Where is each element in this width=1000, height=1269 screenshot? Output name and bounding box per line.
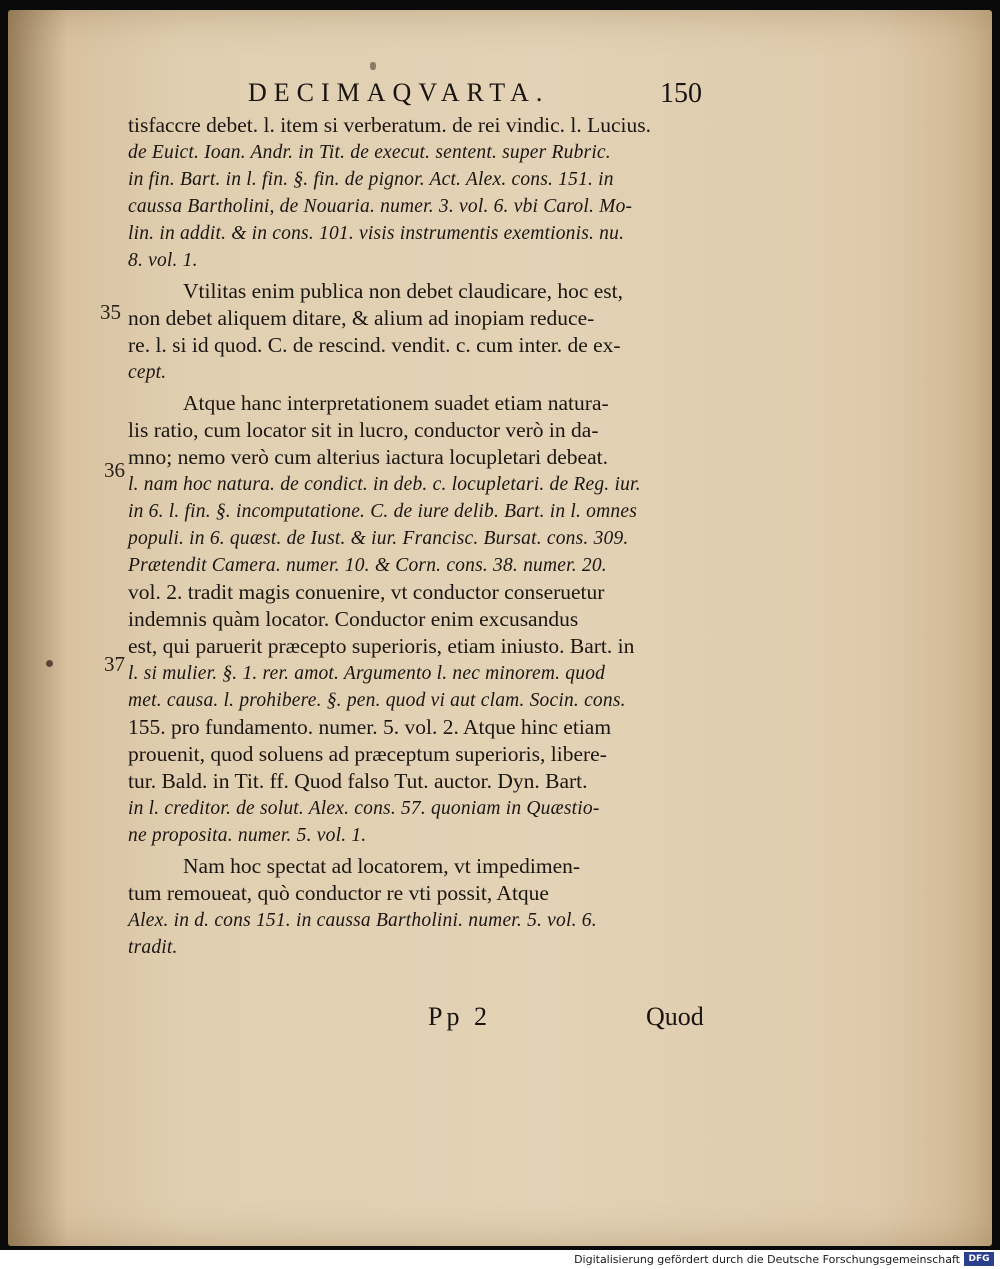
dfg-logo: DFG bbox=[964, 1252, 994, 1266]
text-line: non debet aliquem ditare, & alium ad inopiam reduce- bbox=[128, 306, 595, 330]
margin-number-35: 35 bbox=[100, 300, 121, 324]
text-line: in fin. Bart. in l. fin. §. fin. de pignor. Act. Alex. cons. 151. in bbox=[128, 169, 614, 190]
text-line: ne proposita. numer. 5. vol. 1. bbox=[128, 825, 367, 846]
running-head: DECIMAQVARTA. bbox=[248, 78, 550, 107]
text-line: Nam hoc spectat ad locatorem, vt impedimen- bbox=[183, 854, 581, 878]
text-line: re. l. si id quod. C. de rescind. vendit. c. cum inter. de ex- bbox=[128, 333, 621, 357]
text-line: l. si mulier. §. 1. rer. amot. Argumento l. nec minorem. quod bbox=[128, 663, 606, 684]
folio-number: 150 bbox=[660, 78, 702, 109]
text-line: cept. bbox=[128, 362, 167, 383]
body-text bbox=[128, 112, 718, 961]
text-line: prouenit, quod soluens ad præceptum superioris, libere- bbox=[128, 742, 607, 766]
text-line: indemnis quàm locator. Conductor enim excusandus bbox=[128, 607, 579, 631]
footer-credit: Digitalisierung gefördert durch die Deutsche Forschungsgemeinschaft bbox=[574, 1253, 960, 1266]
text-line: lin. in addit. & in cons. 101. visis instrumentis exemtionis. nu. bbox=[128, 223, 625, 244]
paper-speck bbox=[370, 62, 376, 70]
signature-mark: Pp 2 bbox=[428, 1002, 491, 1031]
text-line: caussa Bartholini, de Nouaria. numer. 3. vol. 6. vbi Carol. Mo- bbox=[128, 196, 633, 217]
text-line: in l. creditor. de solut. Alex. cons. 57. quoniam in Quæstio- bbox=[128, 798, 600, 819]
text-line: tur. Bald. in Tit. ff. Quod falso Tut. auctor. Dyn. Bart. bbox=[128, 769, 588, 793]
text-line: Prætendit Camera. numer. 10. & Corn. cons. 38. numer. 20. bbox=[128, 555, 607, 576]
text-line: tum remoueat, quò conductor re vti possit, Atque bbox=[128, 881, 549, 905]
text-line: met. causa. l. prohibere. §. pen. quod vi aut clam. Socin. cons. bbox=[128, 690, 626, 711]
gutter-shadow bbox=[8, 10, 68, 1246]
text-line: Atque hanc interpretationem suadet etiam natura- bbox=[183, 391, 609, 415]
text-line: mno; nemo verò cum alterius iactura locupletari debeat. bbox=[128, 445, 608, 469]
margin-number-36: 36 bbox=[104, 458, 125, 482]
text-line: vol. 2. tradit magis conuenire, vt conductor conseruetur bbox=[128, 580, 605, 604]
text-line: l. nam hoc natura. de condict. in deb. c. locupletari. de Reg. iur. bbox=[128, 474, 641, 495]
text-line: de Euict. Ioan. Andr. in Tit. de execut. sentent. super Rubric. bbox=[128, 142, 611, 163]
text-line: tradit. bbox=[128, 937, 178, 958]
catchword: Quod bbox=[646, 1002, 704, 1031]
text-line: in 6. l. fin. §. incomputatione. C. de iure delib. Bart. in l. omnes bbox=[128, 501, 638, 522]
text-line: est, qui paruerit præcepto superioris, etiam iniusto. Bart. in bbox=[128, 634, 635, 658]
margin-number-37: 37 bbox=[104, 652, 125, 676]
text-line: 8. vol. 1. bbox=[128, 250, 198, 271]
text-line: 155. pro fundamento. numer. 5. vol. 2. Atque hinc etiam bbox=[128, 715, 612, 739]
text-line: Alex. in d. cons 151. in caussa Bartholini. numer. 5. vol. 6. bbox=[128, 910, 597, 931]
text-line: populi. in 6. quæst. de Iust. & iur. Francisc. Bursat. cons. 309. bbox=[128, 528, 629, 549]
text-line: Vtilitas enim publica non debet claudicare, hoc est, bbox=[183, 279, 624, 303]
ink-spot bbox=[46, 660, 53, 667]
text-line: lis ratio, cum locator sit in lucro, conductor verò in da- bbox=[128, 418, 599, 442]
text-line: tisfaccre debet. l. item si verberatum. de rei vindic. l. Lucius. bbox=[128, 113, 651, 137]
